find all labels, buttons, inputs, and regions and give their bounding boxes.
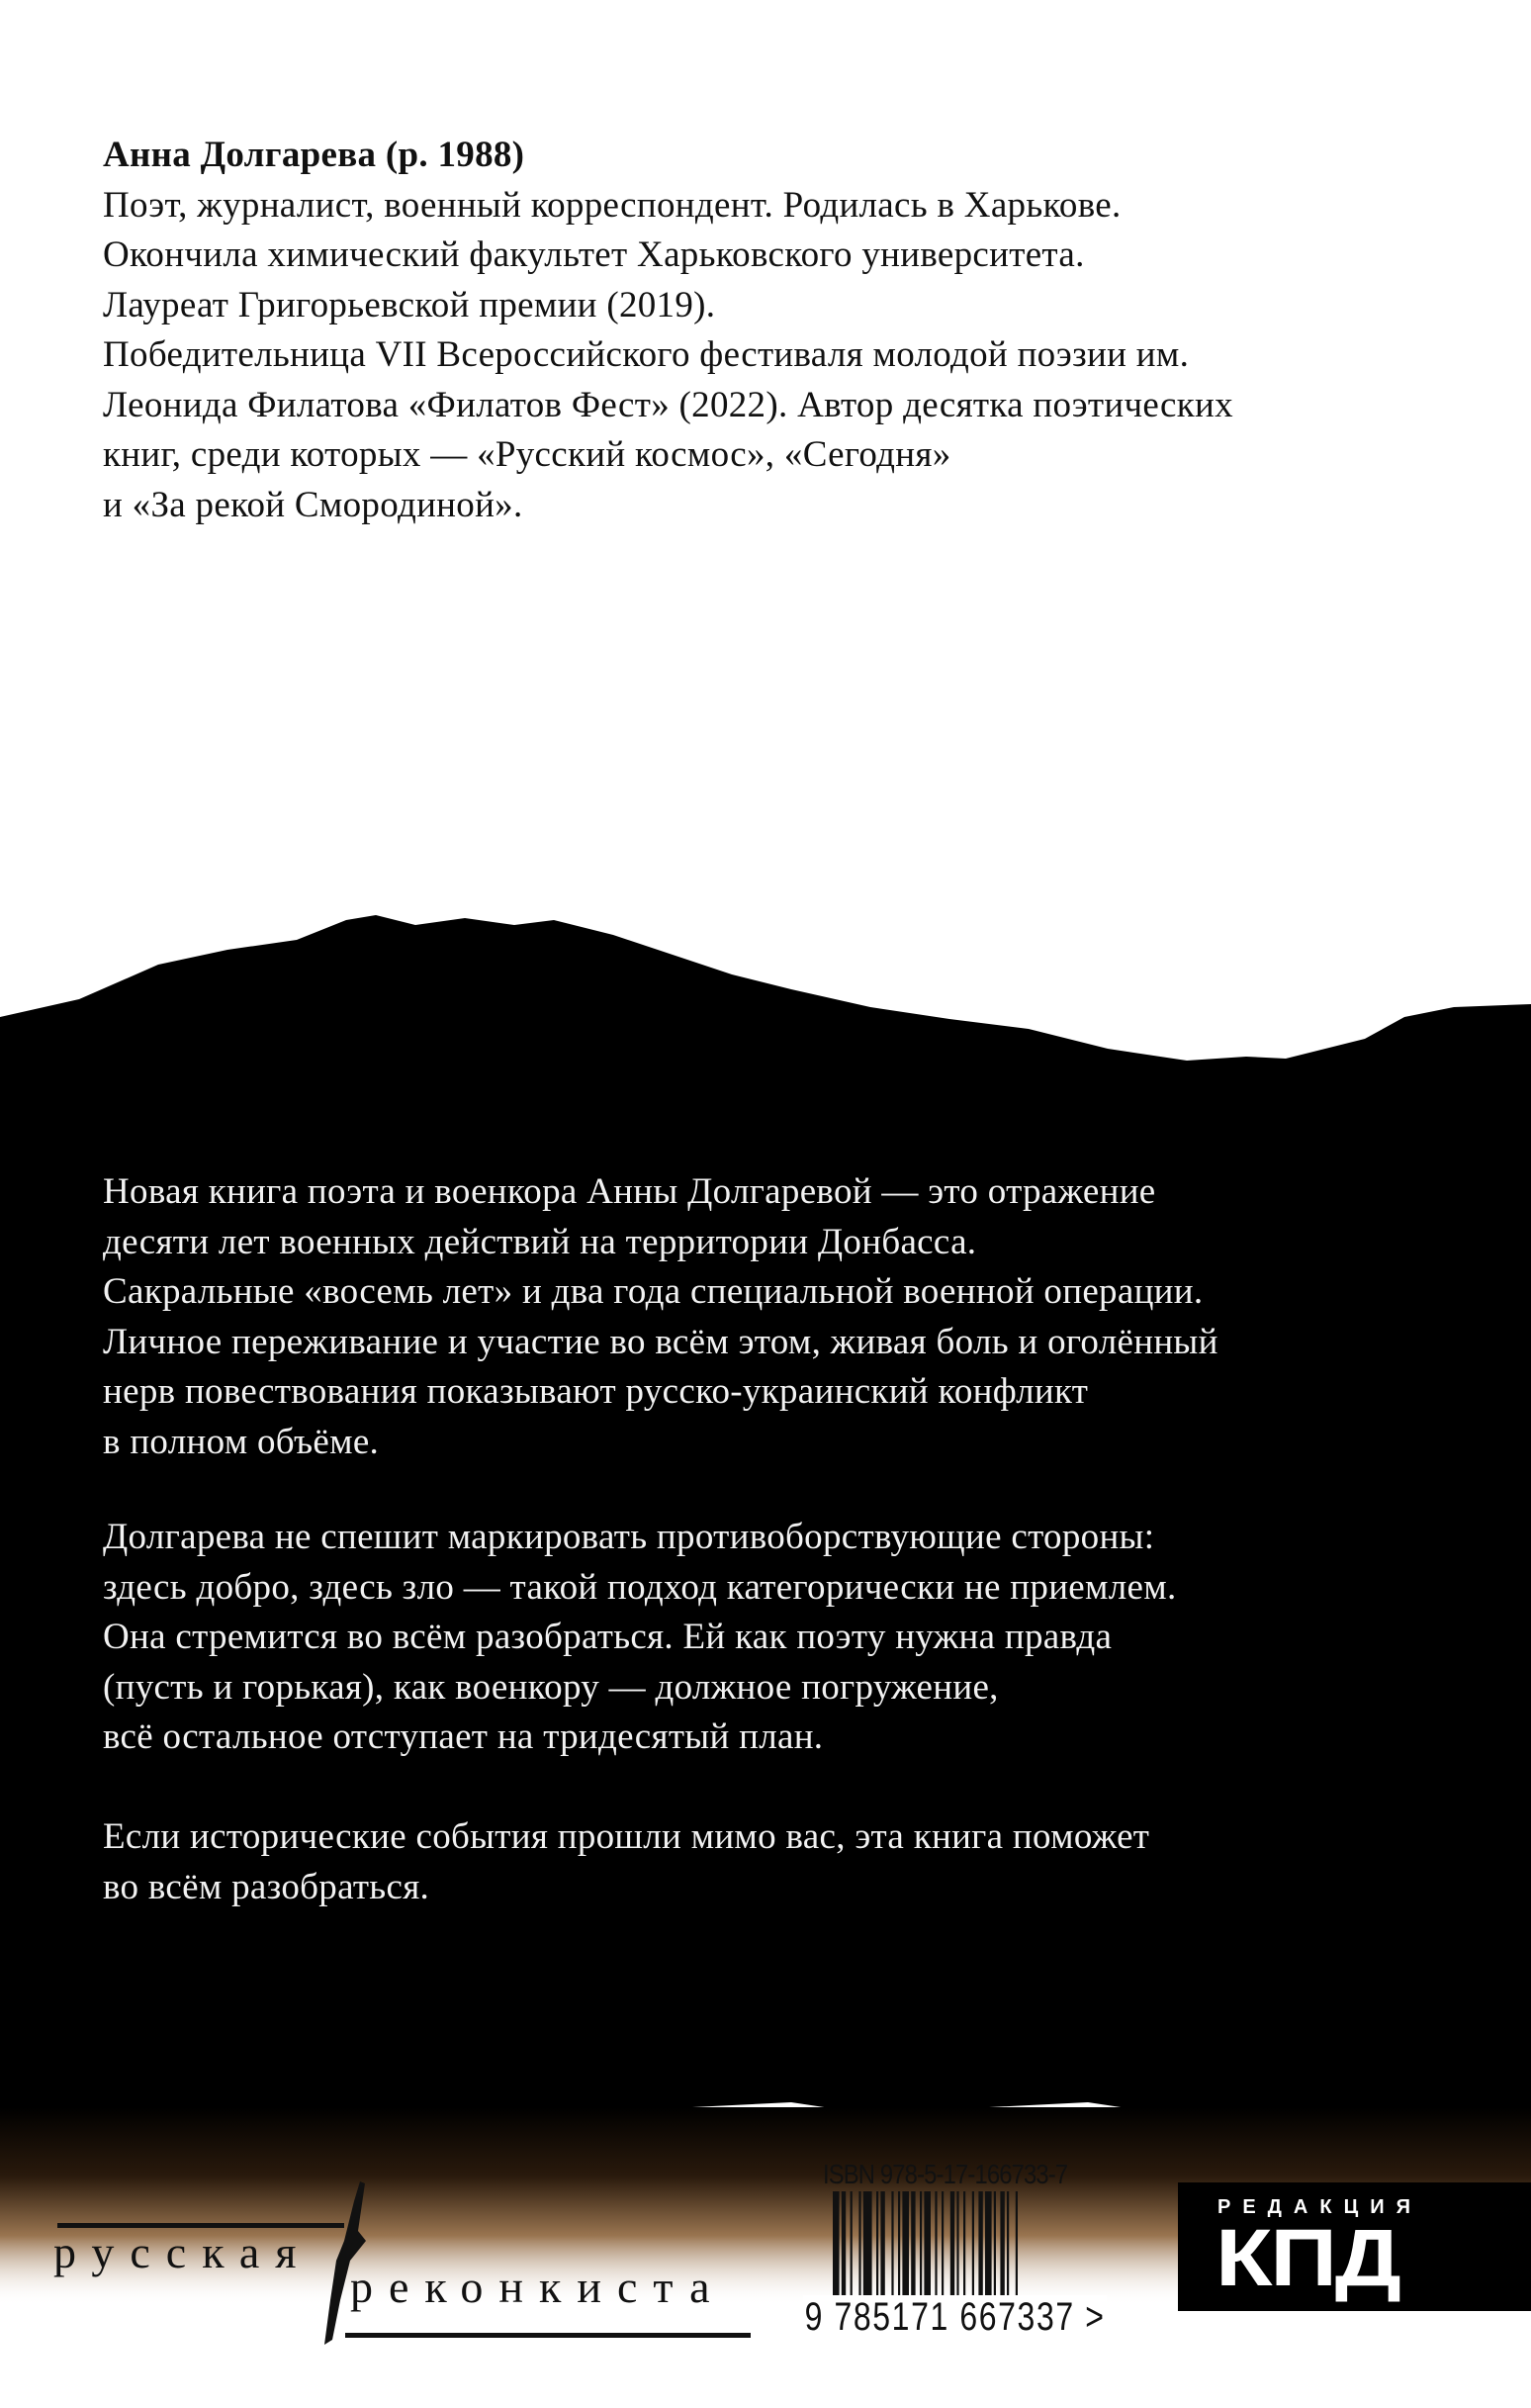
- annotation-line: Долгарева не спешит маркировать противоборствующие стороны:: [103, 1517, 1155, 1557]
- publisher-logo-top: РЕДАКЦИЯ: [1217, 2196, 1422, 2218]
- annotation-line: (пусть и горькая), как военкору — должное погружение,: [103, 1666, 999, 1708]
- annotation-paragraph-2: [103, 1513, 1177, 1763]
- isbn-label: ISBN 978-5-17-166733-7: [823, 2159, 1068, 2189]
- author-bio: [103, 131, 1233, 530]
- author-heading: Анна Долгарева (р. 1988): [103, 135, 525, 175]
- annotation-line: Сакральные «восемь лет» и два года специальной военной операции.: [103, 1271, 1204, 1312]
- series-logo: [53, 2181, 756, 2330]
- annotation-line: нерв повествования показывают русско-украинский конфликт: [103, 1371, 1089, 1412]
- rifle-silhouette-icon: [311, 2181, 370, 2350]
- annotation-line: Если исторические события прошли мимо вас, эта книга поможет: [103, 1816, 1150, 1857]
- series-word-1: русская: [53, 2227, 313, 2277]
- annotation-line: Она стремится во всём разобраться. Ей как поэту нужна правда: [103, 1617, 1113, 1657]
- bio-line: книг, среди которых — «Русский космос», «Сегодня»: [103, 434, 951, 475]
- bio-line: Окончила химический факультет Харьковского университета.: [103, 234, 1085, 275]
- bio-line: Леонида Филатова «Филатов Фест» (2022). Автор десятка поэтических: [103, 384, 1233, 425]
- annotation-line: всё остальное отступает на тридесятый план.: [103, 1716, 824, 1757]
- barcode-number: 9 785171 667337 >: [804, 2295, 1106, 2339]
- annotation-paragraph-3: [103, 1812, 1149, 1912]
- annotation-line: десяти лет военных действий на территории Донбасса.: [103, 1221, 977, 1262]
- series-word-2: реконкиста: [350, 2262, 726, 2312]
- bio-line: Поэт, журналист, военный корреспондент. Родилась в Харькове.: [103, 184, 1122, 226]
- annotation-line: Личное переживание и участие во всём этом, живая боль и оголённый: [103, 1321, 1218, 1362]
- annotation-line: здесь добро, здесь зло — такой подход категорически не приемлем.: [103, 1566, 1177, 1608]
- annotation-line: во всём разобраться.: [103, 1866, 430, 1907]
- annotation-line: Новая книга поэта и военкора Анны Долгаревой — это отражение: [103, 1171, 1156, 1212]
- bio-line: Лауреат Григорьевской премии (2019).: [103, 284, 716, 325]
- annotation-line: в полном объёме.: [103, 1421, 380, 1462]
- bio-line: и «За рекой Смородиной».: [103, 484, 523, 525]
- bio-line: Победительница VII Всероссийского фестиваля молодой поэзии им.: [103, 334, 1190, 375]
- publisher-logo: [1178, 2182, 1531, 2311]
- logo-rule-bottom: [345, 2333, 751, 2338]
- publisher-logo-main: КПД: [1216, 2213, 1399, 2303]
- annotation-paragraph-1: [103, 1167, 1218, 1467]
